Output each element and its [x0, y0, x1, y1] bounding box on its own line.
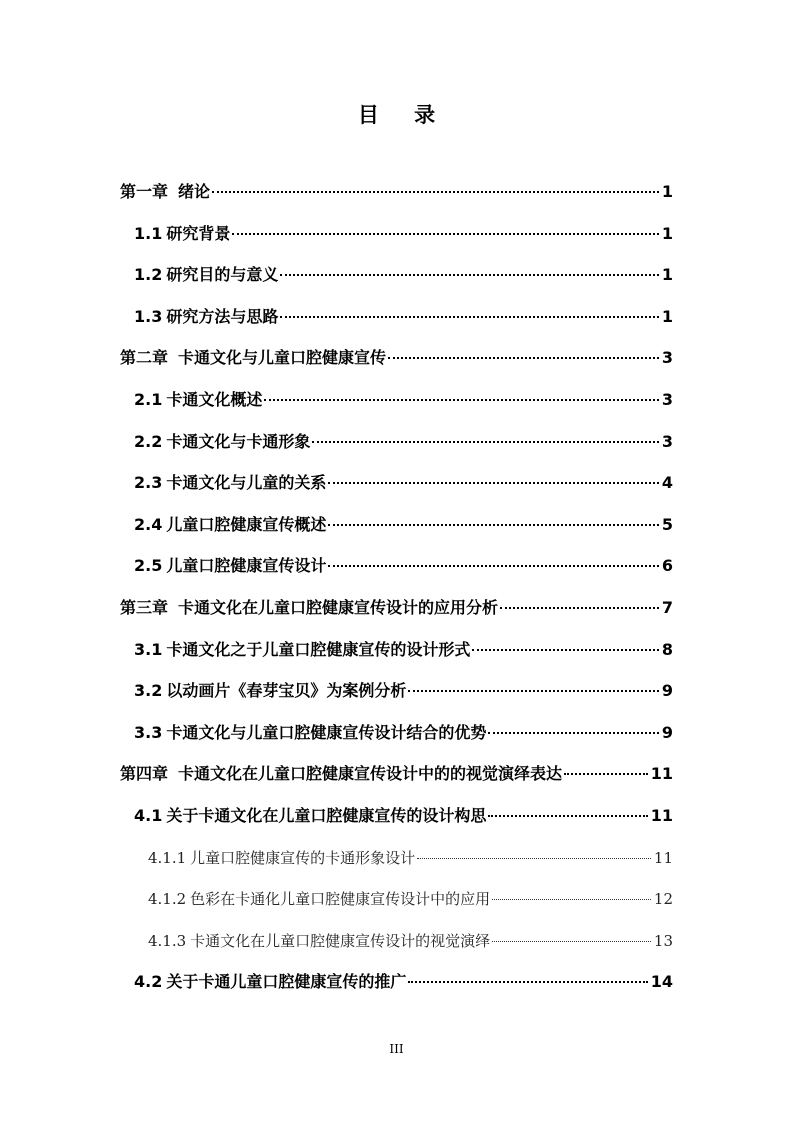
toc-entry[interactable] — [148, 928, 673, 954]
toc-entry-page: 13 — [653, 931, 673, 950]
toc-dot-leader — [328, 482, 659, 484]
toc-entry-number: 2.1 — [134, 390, 163, 409]
footer-page-number: III — [389, 1042, 404, 1056]
toc-entry-page: 1 — [661, 306, 673, 326]
toc-entry[interactable] — [134, 221, 673, 247]
toc-entry[interactable] — [134, 304, 673, 330]
toc-entry-title: 研究方法与思路 — [166, 306, 279, 326]
toc-dot-leader — [417, 858, 651, 859]
toc-entry-number: 1.3 — [134, 306, 163, 326]
toc-entry-page: 3 — [661, 431, 673, 451]
toc-entry-title: 卡通文化之于儿童口腔健康宣传的设计形式 — [166, 639, 471, 659]
toc-entry-title: 卡通文化在儿童口腔健康宣传设计的应用分析 — [178, 598, 499, 617]
toc-entry-title: 研究目的与意义 — [166, 265, 279, 285]
toc-entry-title: 卡通文化与儿童口腔健康宣传 — [178, 348, 387, 368]
toc-entry[interactable] — [134, 387, 673, 413]
toc-entry-page: 3 — [661, 348, 673, 368]
toc-dot-leader — [328, 565, 659, 567]
toc-entry-page: 9 — [661, 722, 673, 742]
toc-entry-title: 以动画片《春芽宝贝》为案例分析 — [166, 681, 407, 701]
toc-entry-number: 第一章 — [120, 182, 169, 201]
toc-entry-page: 14 — [650, 972, 673, 992]
toc-entry-number: 2.3 — [134, 473, 163, 493]
toc-entry-number: 4.2 — [134, 972, 163, 992]
toc-entry-number: 2.5 — [134, 556, 163, 576]
toc-entry[interactable] — [134, 969, 673, 995]
toc-entry-title: 儿童口腔健康宣传概述 — [166, 514, 327, 534]
toc-entry-page: 1 — [661, 265, 673, 285]
toc-dot-leader — [280, 316, 659, 318]
toc-entry[interactable] — [120, 345, 673, 371]
toc-entry-page: 12 — [653, 890, 673, 909]
toc-entry-number: 2.4 — [134, 514, 163, 534]
toc-entry-title: 卡通文化与卡通形象 — [166, 431, 311, 451]
toc-entry-page: 1 — [661, 182, 673, 201]
toc-entry-number: 1.1 — [134, 223, 163, 243]
toc-dot-leader — [492, 899, 651, 900]
toc-dot-leader — [328, 524, 659, 526]
toc-entry-number: 第三章 — [120, 598, 169, 617]
toc-dot-leader — [472, 649, 659, 651]
toc-entry-title: 卡通文化概述 — [166, 390, 263, 409]
toc-entry-number: 第四章 — [120, 764, 169, 784]
toc-dot-leader — [408, 690, 659, 692]
toc-entry[interactable] — [134, 720, 673, 746]
toc-dot-leader — [488, 815, 647, 817]
toc-entry[interactable] — [134, 803, 673, 829]
toc-entry-number: 4.1.1 — [148, 848, 187, 867]
toc-entry-page: 3 — [661, 390, 673, 409]
toc-dot-leader — [488, 732, 659, 734]
toc-entry-title: 卡通文化与儿童的关系 — [166, 473, 327, 493]
toc-entry-number: 3.2 — [134, 681, 163, 701]
toc-entry-title: 卡通文化在儿童口腔健康宣传设计的视觉演绎 — [190, 931, 491, 950]
toc-title: 目 录 — [357, 103, 450, 127]
toc-entry[interactable] — [134, 553, 673, 579]
toc-dot-leader — [500, 607, 659, 609]
toc-entry-page: 11 — [650, 806, 673, 825]
toc-entry-title: 卡通文化在儿童口腔健康宣传设计中的的视觉演绎表达 — [178, 764, 563, 784]
toc-entry-page: 7 — [661, 598, 673, 617]
toc-dot-leader — [408, 981, 647, 983]
toc-entry-title: 儿童口腔健康宣传的卡通形象设计 — [190, 848, 416, 867]
toc-entry-number: 4.1.2 — [148, 890, 187, 909]
toc-entry-page: 1 — [661, 223, 673, 243]
toc-dot-leader — [388, 357, 659, 359]
toc-dot-leader — [280, 274, 659, 276]
toc-entry-page: 4 — [661, 473, 673, 493]
toc-entry-page: 6 — [661, 556, 673, 576]
toc-entry-number: 4.1 — [134, 806, 163, 825]
toc-dot-leader — [232, 233, 659, 235]
toc-entry-number: 2.2 — [134, 431, 163, 451]
toc-entry-number: 4.1.3 — [148, 931, 187, 950]
toc-entry-title: 关于卡通文化在儿童口腔健康宣传的设计构思 — [166, 806, 487, 825]
toc-entry-title: 关于卡通儿童口腔健康宣传的推广 — [166, 972, 407, 992]
toc-entry-number: 3.1 — [134, 639, 163, 659]
toc-entry-number: 1.2 — [134, 265, 163, 285]
toc-entry-page: 11 — [650, 764, 673, 784]
toc-entry-page: 8 — [661, 639, 673, 659]
toc-entry[interactable] — [120, 179, 673, 205]
toc-dot-leader — [264, 399, 659, 401]
toc-entry[interactable] — [134, 429, 673, 455]
toc-entry-number: 3.3 — [134, 722, 163, 742]
toc-entry-title: 色彩在卡通化儿童口腔健康宣传设计中的应用 — [190, 890, 491, 909]
toc-entry[interactable] — [134, 470, 673, 496]
toc-entry-page: 5 — [661, 514, 673, 534]
toc-dot-leader — [492, 941, 651, 942]
toc-entry[interactable] — [120, 595, 673, 621]
toc-entry[interactable] — [148, 886, 673, 912]
toc-entry-page: 9 — [661, 681, 673, 701]
toc-entry[interactable] — [134, 262, 673, 288]
toc-entry-title: 儿童口腔健康宣传设计 — [166, 556, 327, 576]
toc-entry[interactable] — [134, 512, 673, 538]
toc-entry-page: 11 — [653, 848, 673, 867]
toc-entry-number: 第二章 — [120, 348, 169, 368]
toc-entry-title: 研究背景 — [166, 223, 231, 243]
toc-entry[interactable] — [134, 678, 673, 704]
toc-dot-leader — [564, 773, 648, 775]
toc-dot-leader — [312, 441, 659, 443]
toc-entry-title: 卡通文化与儿童口腔健康宣传设计结合的优势 — [166, 722, 487, 742]
toc-entry-title: 绪论 — [178, 182, 211, 201]
toc-entry[interactable] — [134, 637, 673, 663]
toc-entry[interactable] — [148, 845, 673, 871]
toc-entry[interactable] — [120, 761, 673, 787]
toc-dot-leader — [212, 191, 659, 193]
